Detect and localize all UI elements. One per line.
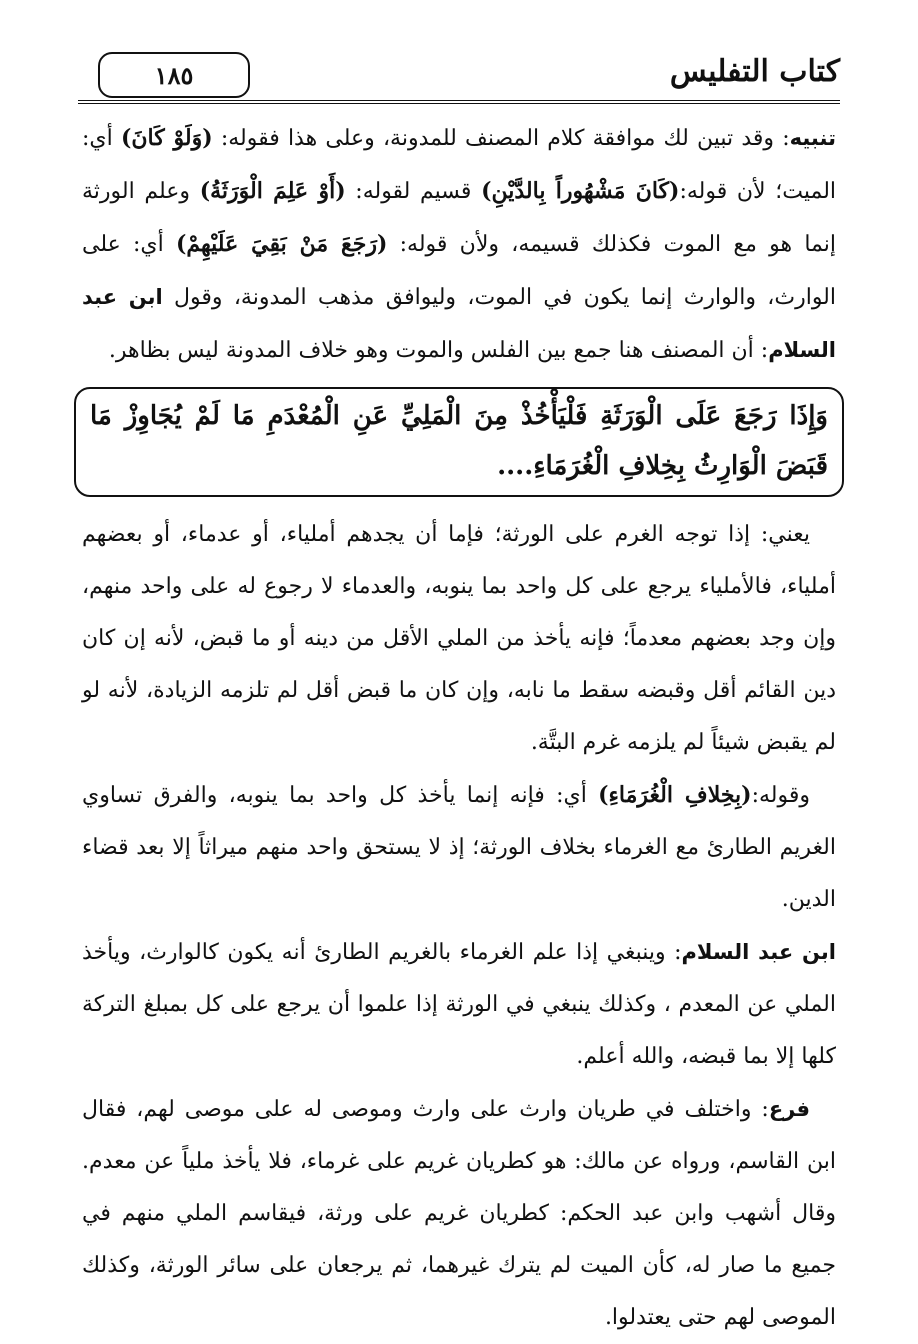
text-segment: وقوله: — [751, 783, 810, 808]
quoted-phrase: (وَلَوْ كَانَ) — [120, 125, 213, 151]
matn-box: وَإِذَا رَجَعَ عَلَى الْوَرَثَةِ فَلْيَأْخُذْ مِنَ الْمَلِيِّ عَنِ الْمُعْدَمِ مَا لَمْ يُجَاوِزْ مَا قَبَضَ الْوَارِثُ بِخِلافِ الْغُرَمَاءِ.... — [74, 387, 844, 497]
quoted-phrase: (أَوْ عَلِمَ الْوَرَثَةُ) — [199, 178, 346, 204]
page-number: ١٨٥ — [98, 52, 250, 98]
page-body — [82, 112, 836, 1344]
text-segment: أي: الميت؛ لأن قوله: — [82, 126, 837, 204]
author-name: ابن عبد السلام — [82, 285, 836, 362]
paragraph-ibn-abd-alsalam — [82, 926, 836, 1083]
text-segment: قسيم لقوله: — [345, 179, 482, 204]
paragraph-far — [82, 1083, 836, 1344]
paragraph-commentary: يعني: إذا توجه الغرم على الورثة؛ فإما أن يجدهم أملياء، أو عدماء، أو بعضهم أملياء، فالأملياء يرجع على كل واحد بما ينوبه، والعدماء لا رجوع له على واحد منهم، وإن وجد بعضهم معدماً؛ فإنه يأخذ من الملي الأقل من دينه أو ما قبض، لأنه إن كان دين القائم أقل وقبضه سقط ما نابه، وإن كان ما قبض أقل لم تلزمه الزيادة، لأنه لو لم يقبض شيئاً لم يلزمه غرم البتَّة. — [82, 522, 836, 755]
quoted-phrase: (بِخِلافِ الْغُرَمَاءِ) — [598, 782, 752, 808]
header-rule — [78, 100, 840, 104]
author-name: ابن عبد السلام — [681, 940, 836, 964]
text-segment: : وقد تبين لك موافقة كلام المصنف للمدونة، وعلى هذا فقوله: — [212, 126, 790, 151]
text-segment: : أن المصنف هنا جمع بين الفلس والموت وهو خلاف المدونة ليس بظاهر. — [108, 338, 769, 363]
text-segment: : وينبغي إذا علم الغرماء بالغريم الطارئ أنه يكون كالوارث، ويأخذ الملي عن المعدم ، وكذلك ينبغي في الورثة إذا علموا أن يرجع على كل بمبلغ التركة كلها إلا بما قبضه، والله أعلم. — [82, 940, 836, 1069]
running-title: كتاب التفليس — [669, 54, 840, 89]
tanbih-label: تنبيه — [789, 126, 836, 150]
paragraph-qawluhu — [82, 769, 836, 926]
page-header — [78, 48, 840, 104]
quoted-phrase: (كَانَ مَشْهُوراً بِالدَّيْنِ) — [481, 178, 680, 204]
text-segment: أي: فإنه إنما يأخذ كل واحد بما ينوبه، والفرق تساوي الغريم الطارئ مع الغرماء بخلاف الورثة؛ إذ لا يستحق واحد منهم ميراثاً إلا بعد قضاء الدين. — [82, 783, 836, 912]
far-label: فرع — [768, 1097, 810, 1121]
text-segment: أي: على الوارث، والوارث إنما يكون في الموت، وليوافق مذهب المدونة، وقول — [82, 232, 836, 310]
quoted-phrase: (رَجَعَ مَنْ بَقِيَ عَلَيْهِمْ) — [175, 231, 388, 257]
text-segment: وعلم الورثة إنما هو مع الموت فكذلك قسيمه، ولأن قوله: — [82, 179, 836, 257]
paragraph-tanbih — [82, 112, 836, 377]
text-segment: : واختلف في طريان وارث على وارث وموصى له على موصى لهم، فقال ابن القاسم، ورواه عن مالك: هو كطريان غريم على غرماء، فلا يأخذ ملياً عن معدم. وقال أشهب وابن عبد الحكم: كطريان غريم على ورثة، فيقاسم الملي منهم في جميع ما صار له، كأن الميت لم يترك غيرهما، ثم يرجعان على سائر الورثة، وكذلك الموصى لهم حتى يعتدلوا. — [82, 1097, 836, 1330]
